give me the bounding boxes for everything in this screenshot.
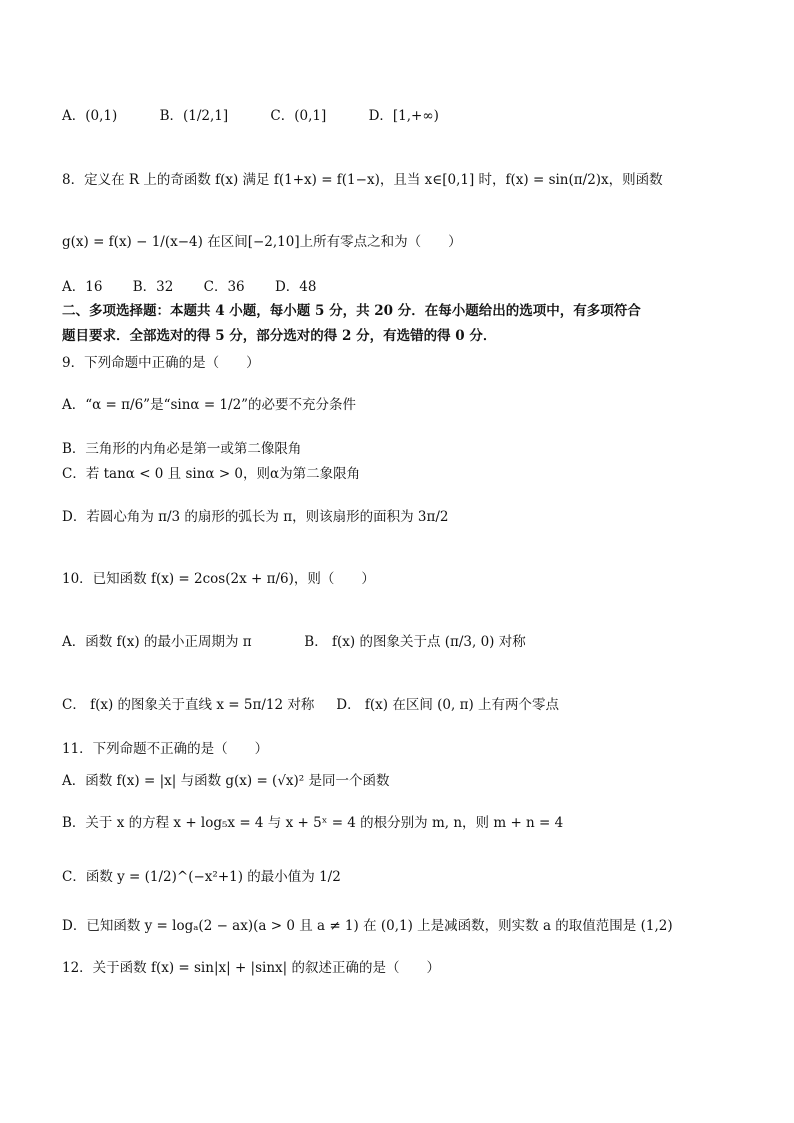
q10-option-d: D． f(x) 在区间 (0, π) 上有两个零点 — [336, 697, 560, 713]
section2-heading-line2: 题目要求．全部选对的得 5 分，部分选对的得 2 分，有选错的得 0 分． — [62, 328, 497, 344]
q12-stem: 12．关于函数 f(x) = sin|x| + |sinx| 的叙述正确的是（ ） — [62, 960, 440, 976]
q8-option-b: B．32 — [132, 279, 174, 295]
q7-option-d: D．[1,+∞) — [368, 108, 439, 124]
q11-option-a: A．函数 f(x) = |x| 与函数 g(x) = (√x)² 是同一个函数 — [62, 773, 390, 789]
q9-option-d: D．若圆心角为 π/3 的扇形的弧长为 π，则该扇形的面积为 3π/2 — [62, 509, 449, 525]
q7-option-a: A．(0,1) — [62, 108, 118, 124]
q9-stem: 9．下列命题中正确的是（ ） — [62, 355, 260, 371]
q8-stem-line1: 8．定义在 R 上的奇函数 f(x) 满足 f(1+x) = f(1−x)，且当 x∈[0,1] 时，f(x) = sin(π/2)x，则函数 — [62, 172, 663, 188]
q10-options-cd — [62, 697, 559, 713]
q10-options-ab — [62, 634, 526, 650]
q11-option-b: B．关于 x 的方程 x + log₅x = 4 与 x + 5ˣ = 4 的根分别为 m, n，则 m + n = 4 — [62, 815, 564, 831]
q11-stem: 11．下列命题不正确的是（ ） — [62, 741, 269, 757]
q8-option-d: D．48 — [274, 279, 317, 295]
q10-option-c: C． f(x) 的图象关于直线 x = 5π/12 对称 — [62, 697, 315, 713]
q7-options — [62, 108, 477, 124]
q7-option-b: B．(1/2,1] — [159, 108, 229, 124]
q7-option-c: C．(0,1] — [270, 108, 327, 124]
q9-option-b: B．三角形的内角必是第一或第二像限角 — [62, 441, 302, 457]
q9-option-c: C．若 tanα < 0 且 sinα > 0，则α为第二象限角 — [62, 466, 361, 482]
q8-option-c: C．36 — [203, 279, 245, 295]
q11-option-d: D．已知函数 y = logₐ(2 − ax)(a > 0 且 a ≠ 1) 在 (0,1) 上是减函数，则实数 a 的取值范围是 (1,2) — [62, 918, 673, 934]
q10-option-b: B． f(x) 的图象关于点 (π/3, 0) 对称 — [304, 634, 526, 650]
q8-stem-line2: g(x) = f(x) − 1/(x−4) 在区间[−2,10]上所有零点之和为（ ） — [62, 234, 462, 250]
q10-stem: 10．已知函数 f(x) = 2cos(2x + π/6)，则（ ） — [62, 571, 375, 587]
q11-option-c: C．函数 y = (1/2)^(−x²+1) 的最小值为 1/2 — [62, 869, 341, 885]
section2-heading-line1: 二、多项选择题：本题共 4 小题，每小题 5 分，共 20 分．在每小题给出的选项中，有多项符合 — [62, 303, 641, 319]
q8-option-a: A．16 — [62, 279, 103, 295]
q8-options — [62, 279, 342, 295]
q9-option-a: A．“α = π/6”是“sinα = 1/2”的必要不充分条件 — [62, 397, 357, 413]
q10-option-a: A．函数 f(x) 的最小正周期为 π — [62, 634, 252, 650]
